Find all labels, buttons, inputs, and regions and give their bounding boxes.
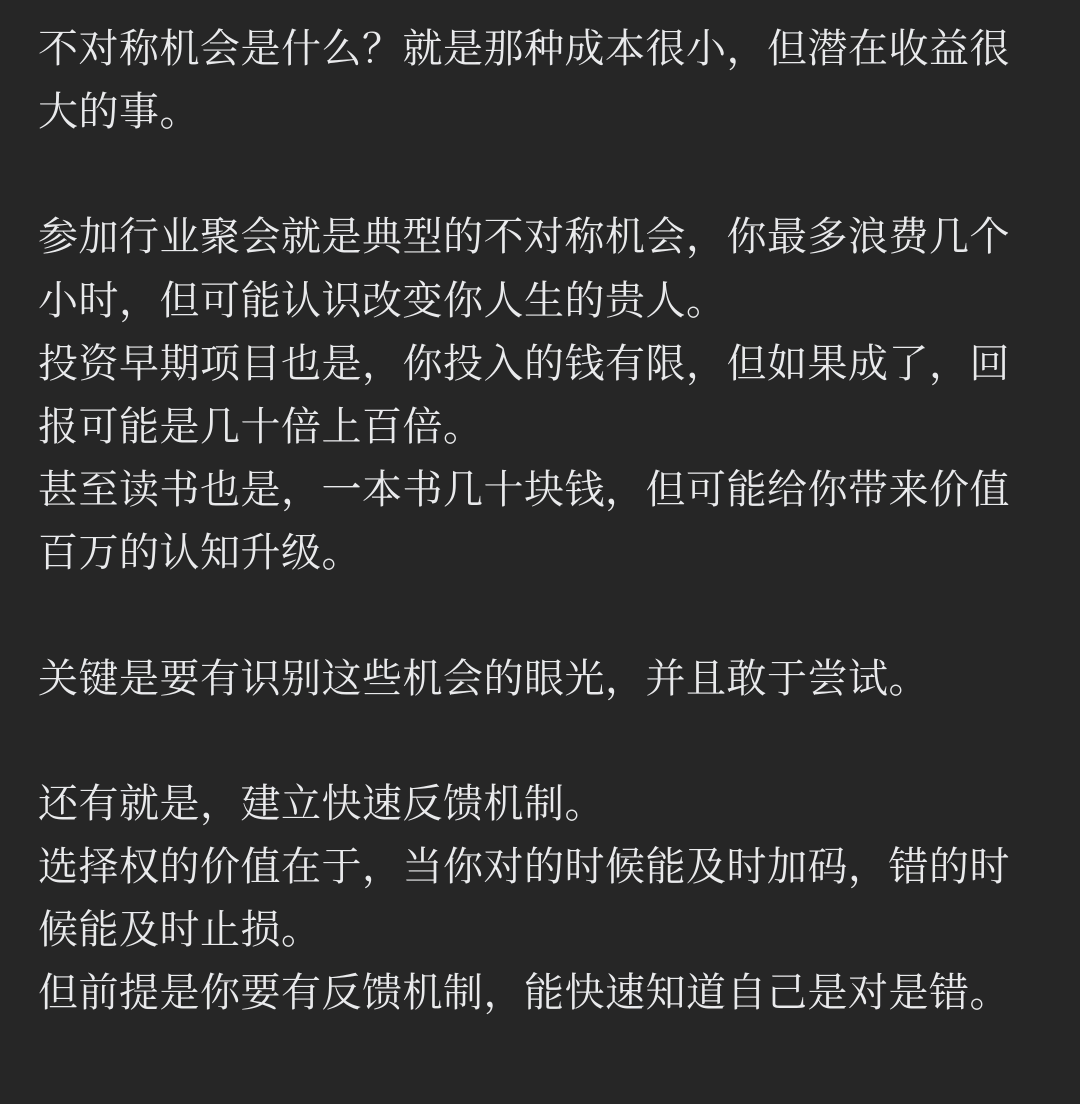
paragraph-4-line-1: 还有就是，建立快速反馈机制。 xyxy=(38,781,605,826)
paragraph-4-line-2: 选择权的价值在于，当你对的时候能及时加码，错的时候能及时止损。 xyxy=(38,844,1010,953)
paragraph-2-line-3: 甚至读书也是，一本书几十块钱，但可能给你带来价值百万的认知升级。 xyxy=(38,468,1010,576)
paragraph-spacer-3 xyxy=(38,711,1042,773)
paragraph-2-line-2: 投资早期项目也是，你投入的钱有限，但如果成了，回报可能是几十倍上百倍。 xyxy=(38,341,1010,449)
paragraph-spacer-2 xyxy=(38,586,1042,648)
paragraph-2-line-1: 参加行业聚会就是典型的不对称机会，你最多浪费几个小时，但可能认识改变你人生的贵人。 xyxy=(38,215,1010,323)
paragraph-spacer-1 xyxy=(38,144,1042,206)
paragraph-4-line-3: 但前提是你要有反馈机制，能快速知道自己是对是错。 xyxy=(38,971,1010,1016)
paragraph-3-line-1: 关键是要有识别这些机会的眼光，并且敢于尝试。 xyxy=(38,656,929,701)
paragraph-1-line-1: 不对称机会是什么？就是那种成本很小，但潜在收益很大的事。 xyxy=(38,27,1010,135)
article-body xyxy=(38,18,1042,1025)
